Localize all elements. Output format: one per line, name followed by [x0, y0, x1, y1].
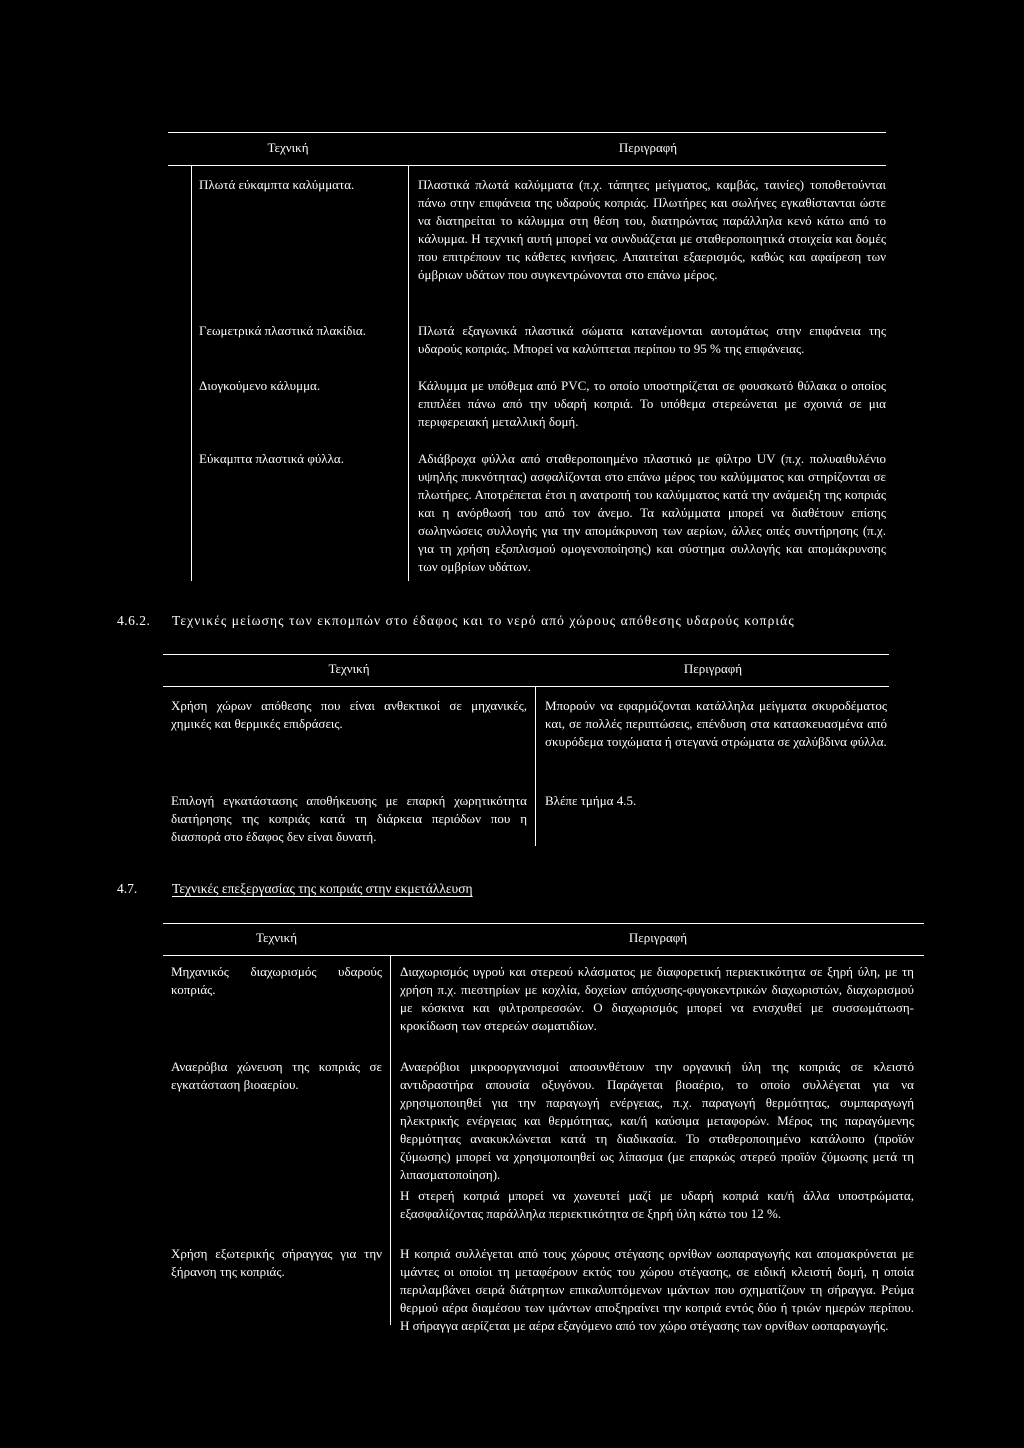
table-2-row-1-description: Μπορούν να εφαρμόζονται κατάλληλα μείγματα σκυροδέματος και, σε πολλές περιπτώσεις, επένδυση στα κατασκευασμένα από σκυρόδεμα τοιχώματα ή στεγανά στρώματα σε χαλύβδινα φύλλα.: [545, 698, 887, 749]
table-3-row-2-technique: Αναερόβια χώνευση της κοπριάς σε εγκατάσταση βιοαερίου.: [171, 1059, 382, 1092]
table-1-row-1-technique: Πλωτά εύκαμπτα καλύμματα.: [199, 177, 355, 192]
table-2-row-1-technique: Χρήση χώρων απόθεσης που είναι ανθεκτικοί σε μηχανικές, χημικές και θερμικές επιδράσεις.: [171, 698, 527, 731]
table-1-row-3-technique: Διογκούμενο κάλυμμα.: [199, 378, 321, 393]
table-3-top-rule: [163, 923, 924, 924]
table-2-row-2-technique: Επιλογή εγκατάστασης αποθήκευσης με επαρκή χωρητικότητα διατήρησης της κοπριάς κατά τη διάρκεια περιόδων που η διασπορά στο έδαφος δεν είναι δυνατή.: [171, 793, 527, 844]
table-1-row-2-technique: Γεωμετρικά πλαστικά πλακίδια.: [199, 323, 366, 338]
table-3-row-3-technique: Χρήση εξωτερικής σήραγγας για την ξήρανση της κοπριάς.: [171, 1246, 382, 1279]
table-1-row-2-description: Πλωτά εξαγωνικά πλαστικά σώματα κατανέμονται αυτομάτως στην επιφάνεια της υδαρούς κοπριάς. Μπορεί να καλύπτεται περίπου το 95 % της επιφάνειας.: [418, 323, 886, 356]
table-3-header-technique: Τεχνική: [256, 930, 297, 945]
section-4-6-2-title: Τεχνικές μείωσης των εκπομπών στο έδαφος και το νερό από χώρους απόθεσης υδαρούς κοπριάς: [172, 613, 795, 628]
table-3-row-3-description: Η κοπριά συλλέγεται από τους χώρους στέγασης ορνίθων ωοπαραγωγής και απομακρύνεται με ιμάντες οι οποίοι τη μεταφέρουν εκτός του χώρου στέγασης, σε ειδική κλειστή δομή, η οποία περιλαμβάνει σειρά διάτρητων επικαλυπτόμενων ιμάντων που σχηματίζουν τη σήραγγα. Ρεύμα θερμού αέρα διαμέσου των ιμάντων αποξηραίνει την κοπριά εντός δύο ή τριών ημερών περίπου. Η σήραγγα αερίζεται με αέρα εξαγόμενο από τον χώρο στέγασης των ορνίθων ωοπαραγωγής.: [400, 1246, 914, 1333]
table-3-header-rule: [163, 955, 924, 956]
table-3-row-2-description: Αναερόβιοι μικροοργανισμοί αποσυνθέτουν την οργανική ύλη της κοπριάς σε κλειστό αντιδραστήρα απουσία οξυγόνου. Παράγεται βιοαέριο, το οποίο συλλέγεται για να χρησιμοποιηθεί για την παραγωγή ενέργειας, π.χ. παραγωγή θερμότητας, συμπαραγωγή ηλεκτρικής ενέργειας και θερμότητας, και/ή καύσιμα μεταφορών. Μέρος της παραγόμενης θερμότητας ανακυκλώνεται κατά τη διαδικασία. Το σταθεροποιημένο κατάλοιπο (προϊόν ζύμωσης) μπορεί να χρησιμοποιηθεί ως λίπασμα (με επαρκώς στερεό προϊόν ζύμωσης μετά τη λιπασματοποίηση).: [400, 1059, 914, 1182]
table-3-header-description: Περιγραφή: [628, 930, 688, 945]
table-2-header-rule: [163, 686, 889, 687]
table-2-column-divider: [535, 686, 536, 846]
table-3-column-divider: [390, 955, 391, 1325]
table-2-header-description: Περιγραφή: [683, 661, 743, 676]
table-2-header-technique: Τεχνική: [328, 661, 370, 676]
table-1-header-technique: Τεχνική: [267, 140, 309, 155]
table-1-top-rule: [168, 132, 886, 133]
table-1-left-rule: [191, 165, 192, 581]
section-4-6-2-number: 4.6.2.: [117, 613, 151, 628]
table-1-row-4-technique: Εύκαμπτα πλαστικά φύλλα.: [199, 451, 344, 466]
table-1-row-4-description: Αδιάβροχα φύλλα από σταθεροποιημένο πλαστικό με φίλτρο UV (π.χ. πολυαιθυλένιο υψηλής πυκνότητας) ασφαλίζονται στο επάνω μέρος του καλύμματος και στηρίζονται σε πλωτήρες. Αποτρέπεται έτσι η ανατροπή του καλύμματος κατά την ανάμειξη της κοπριάς και η ανόρθωσή του από τον άνεμο. Τα καλύμματα μπορεί να διαθέτουν επίσης σωληνώσεις συλλογής για την απομάκρυνση των αερίων, άλλες οπές συντήρησης (π.χ. για τη χρήση εξοπλισμού ομογενοποίησης) και σύστημα συλλογής και απομάκρυνσης των ομβρίων υδάτων.: [418, 451, 886, 574]
table-1-row-1-description: Πλαστικά πλωτά καλύμματα (π.χ. τάπητες μείγματος, καμβάς, ταινίες) τοποθετούνται πάνω στην επιφάνεια της υδαρούς κοπριάς. Πλωτήρες και σωλήνες εγκαθίστανται ώστε να διατηρείται το κάλυμμα στη θέση του, διατηρώντας παράλληλα κενό κάτω από το κάλυμμα. Η τεχνική αυτή μπορεί να συνδυάζεται με σταθεροποιητικά στοιχεία και δομές που επιτρέπουν τις κάθετες κινήσεις. Απαιτείται εξαερισμός, καθώς και αφαίρεση των όμβριων υδάτων που συγκεντρώνονται στο επάνω μέρος.: [418, 177, 886, 282]
section-4-7-number: 4.7.: [117, 881, 138, 896]
table-3-row-2-description-continued: Η στερεή κοπριά μπορεί να χωνευτεί μαζί με υδαρή κοπριά και/ή άλλα υποστρώματα, εξασφαλίζοντας παράλληλα περιεκτικότητα σε ξηρή ύλη κάτω του 12 %.: [400, 1188, 914, 1221]
table-2-row-2-description: Βλέπε τμήμα 4.5.: [545, 793, 637, 808]
table-1-column-divider: [408, 165, 409, 581]
table-3-row-1-technique: Μηχανικός διαχωρισμός υδαρούς κοπριάς.: [171, 964, 382, 997]
table-1-header-rule: [168, 165, 886, 166]
table-3-row-1-description: Διαχωρισμός υγρού και στερεού κλάσματος με διαφορετική περιεκτικότητα σε ξηρή ύλη, με τη χρήση π.χ. πιεστηρίων με κοχλία, δοχείων απόχυσης-φυγοκεντρικών διαχωριστών, διαχωρισμού με κόσκινα και φιλτροπρεσσών. Ο διαχωρισμός μπορεί να ενισχυθεί με συσσωμάτωση-κροκίδωση των στερεών σωματιδίων.: [400, 964, 914, 1033]
table-2-top-rule: [163, 654, 889, 655]
section-4-7-title: Τεχνικές επεξεργασίας της κοπριάς στην εκμετάλλευση: [172, 881, 473, 896]
table-1-row-3-description: Κάλυμμα με υπόθεμα από PVC, το οποίο υποστηρίζεται σε φουσκωτό θύλακα ο οποίος επιπλέει πάνω από την υδαρή κοπριά. Το υπόθεμα στερεώνεται με σχοινιά σε μια περιφερειακή μεταλλική δομή.: [418, 378, 886, 429]
table-1-header-description: Περιγραφή: [618, 140, 678, 155]
